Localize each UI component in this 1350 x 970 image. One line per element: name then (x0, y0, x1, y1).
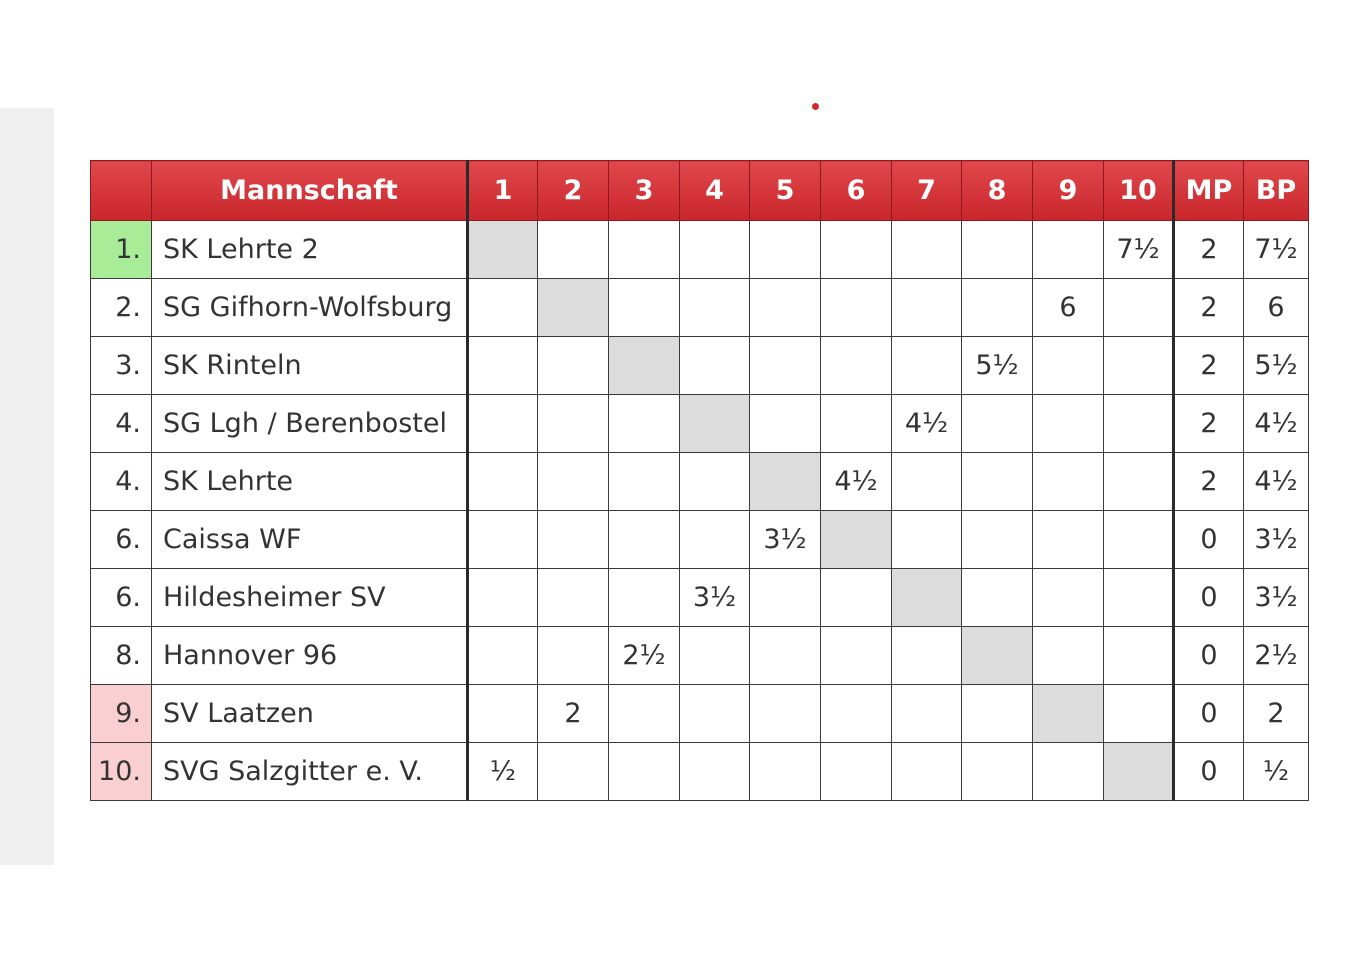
header-mp: MP (1174, 161, 1244, 221)
result-cell (609, 221, 680, 279)
result-cell (962, 221, 1033, 279)
crosstable-header (91, 161, 1309, 221)
team-name-cell: SVG Salzgitter e. V. (152, 743, 468, 801)
team-name-cell: SK Rinteln (152, 337, 468, 395)
result-cell (680, 221, 750, 279)
result-cell (1104, 453, 1174, 511)
board-points-cell: ½ (1244, 743, 1309, 801)
result-cell (680, 743, 750, 801)
result-cell (892, 685, 962, 743)
match-points-cell: 0 (1174, 743, 1244, 801)
crosstable-body (91, 221, 1309, 801)
diagonal-cell (1104, 743, 1174, 801)
team-name-cell: Hannover 96 (152, 627, 468, 685)
result-cell (821, 743, 892, 801)
result-cell (750, 279, 821, 337)
match-points-cell: 2 (1174, 221, 1244, 279)
result-cell (538, 453, 609, 511)
result-cell (1104, 511, 1174, 569)
header-opponent-9: 9 (1033, 161, 1104, 221)
result-cell (538, 743, 609, 801)
header-opponent-5: 5 (750, 161, 821, 221)
result-cell (750, 569, 821, 627)
result-cell (821, 569, 892, 627)
board-points-cell: 3½ (1244, 511, 1309, 569)
result-cell (468, 511, 538, 569)
result-cell (892, 743, 962, 801)
result-cell (821, 395, 892, 453)
diagonal-cell (750, 453, 821, 511)
result-cell (538, 395, 609, 453)
result-cell (680, 453, 750, 511)
result-cell (750, 743, 821, 801)
result-cell (821, 337, 892, 395)
result-cell (680, 627, 750, 685)
result-cell (892, 279, 962, 337)
result-cell (821, 627, 892, 685)
result-cell (609, 685, 680, 743)
result-cell: 2 (538, 685, 609, 743)
header-row (91, 161, 1309, 221)
result-cell (468, 453, 538, 511)
result-cell (1033, 395, 1104, 453)
result-cell (750, 685, 821, 743)
board-points-cell: 2 (1244, 685, 1309, 743)
table-row (91, 569, 1309, 627)
board-points-cell: 4½ (1244, 453, 1309, 511)
match-points-cell: 2 (1174, 279, 1244, 337)
diagonal-cell (1033, 685, 1104, 743)
result-cell (609, 279, 680, 337)
result-cell (892, 337, 962, 395)
board-points-cell: 4½ (1244, 395, 1309, 453)
rank-cell: 4. (91, 453, 152, 511)
result-cell (609, 511, 680, 569)
result-cell (468, 569, 538, 627)
result-cell (962, 279, 1033, 337)
result-cell (1033, 627, 1104, 685)
result-cell (1104, 627, 1174, 685)
match-points-cell: 0 (1174, 511, 1244, 569)
result-cell: 6 (1033, 279, 1104, 337)
header-opponent-2: 2 (538, 161, 609, 221)
result-cell (468, 685, 538, 743)
result-cell (1104, 569, 1174, 627)
team-name-cell: SG Gifhorn-Wolfsburg (152, 279, 468, 337)
result-cell (892, 453, 962, 511)
table-row (91, 337, 1309, 395)
result-cell (1033, 569, 1104, 627)
match-points-cell: 0 (1174, 685, 1244, 743)
result-cell (750, 395, 821, 453)
table-row (91, 627, 1309, 685)
result-cell (468, 279, 538, 337)
team-name-cell: SK Lehrte (152, 453, 468, 511)
diagonal-cell (609, 337, 680, 395)
rank-cell: 3. (91, 337, 152, 395)
result-cell (962, 569, 1033, 627)
result-cell (1033, 743, 1104, 801)
result-cell (892, 221, 962, 279)
header-bp: BP (1244, 161, 1309, 221)
result-cell (538, 627, 609, 685)
result-cell (680, 685, 750, 743)
team-name-cell: SK Lehrte 2 (152, 221, 468, 279)
table-row (91, 279, 1309, 337)
header-rank (91, 161, 152, 221)
result-cell (1104, 685, 1174, 743)
result-cell (892, 511, 962, 569)
header-opponent-1: 1 (468, 161, 538, 221)
table-row (91, 453, 1309, 511)
result-cell (1104, 279, 1174, 337)
diagonal-cell (680, 395, 750, 453)
team-name-cell: Hildesheimer SV (152, 569, 468, 627)
header-opponent-10: 10 (1104, 161, 1174, 221)
result-cell: 3½ (680, 569, 750, 627)
rank-cell: 8. (91, 627, 152, 685)
header-team: Mannschaft (152, 161, 468, 221)
diagonal-cell (962, 627, 1033, 685)
red-dot-marker (812, 103, 819, 110)
result-cell (962, 743, 1033, 801)
result-cell (821, 221, 892, 279)
result-cell: 2½ (609, 627, 680, 685)
diagonal-cell (538, 279, 609, 337)
match-points-cell: 0 (1174, 627, 1244, 685)
match-points-cell: 2 (1174, 395, 1244, 453)
header-opponent-3: 3 (609, 161, 680, 221)
table-row (91, 743, 1309, 801)
result-cell (538, 337, 609, 395)
result-cell (609, 453, 680, 511)
result-cell (468, 395, 538, 453)
result-cell (1033, 221, 1104, 279)
result-cell: 4½ (892, 395, 962, 453)
result-cell (609, 395, 680, 453)
result-cell (962, 453, 1033, 511)
board-points-cell: 6 (1244, 279, 1309, 337)
board-points-cell: 2½ (1244, 627, 1309, 685)
result-cell (1033, 337, 1104, 395)
result-cell (538, 569, 609, 627)
match-points-cell: 2 (1174, 337, 1244, 395)
table-row (91, 685, 1309, 743)
result-cell (1033, 453, 1104, 511)
result-cell (680, 337, 750, 395)
table-row (91, 511, 1309, 569)
header-opponent-6: 6 (821, 161, 892, 221)
rank-cell: 9. (91, 685, 152, 743)
diagonal-cell (892, 569, 962, 627)
result-cell (821, 279, 892, 337)
result-cell (468, 627, 538, 685)
result-cell (750, 221, 821, 279)
result-cell (538, 221, 609, 279)
table-row (91, 221, 1309, 279)
crosstable (90, 160, 1309, 801)
rank-cell: 2. (91, 279, 152, 337)
result-cell (680, 279, 750, 337)
result-cell (892, 627, 962, 685)
result-cell: 5½ (962, 337, 1033, 395)
rank-cell: 10. (91, 743, 152, 801)
result-cell (538, 511, 609, 569)
match-points-cell: 0 (1174, 569, 1244, 627)
team-name-cell: SG Lgh / Berenbostel (152, 395, 468, 453)
result-cell: 3½ (750, 511, 821, 569)
table-row (91, 395, 1309, 453)
header-opponent-8: 8 (962, 161, 1033, 221)
diagonal-cell (821, 511, 892, 569)
header-opponent-7: 7 (892, 161, 962, 221)
rank-cell: 4. (91, 395, 152, 453)
result-cell (680, 511, 750, 569)
result-cell (609, 569, 680, 627)
board-points-cell: 5½ (1244, 337, 1309, 395)
result-cell (821, 685, 892, 743)
rank-cell: 6. (91, 511, 152, 569)
result-cell (750, 337, 821, 395)
result-cell (750, 627, 821, 685)
result-cell (468, 337, 538, 395)
board-points-cell: 3½ (1244, 569, 1309, 627)
result-cell: 7½ (1104, 221, 1174, 279)
team-name-cell: Caissa WF (152, 511, 468, 569)
header-opponent-4: 4 (680, 161, 750, 221)
result-cell (1104, 337, 1174, 395)
result-cell (1104, 395, 1174, 453)
rank-cell: 6. (91, 569, 152, 627)
result-cell (962, 395, 1033, 453)
side-panel (0, 108, 54, 865)
match-points-cell: 2 (1174, 453, 1244, 511)
diagonal-cell (468, 221, 538, 279)
team-name-cell: SV Laatzen (152, 685, 468, 743)
result-cell (962, 685, 1033, 743)
result-cell: 4½ (821, 453, 892, 511)
rank-cell: 1. (91, 221, 152, 279)
result-cell (609, 743, 680, 801)
result-cell: ½ (468, 743, 538, 801)
board-points-cell: 7½ (1244, 221, 1309, 279)
result-cell (1033, 511, 1104, 569)
result-cell (962, 511, 1033, 569)
